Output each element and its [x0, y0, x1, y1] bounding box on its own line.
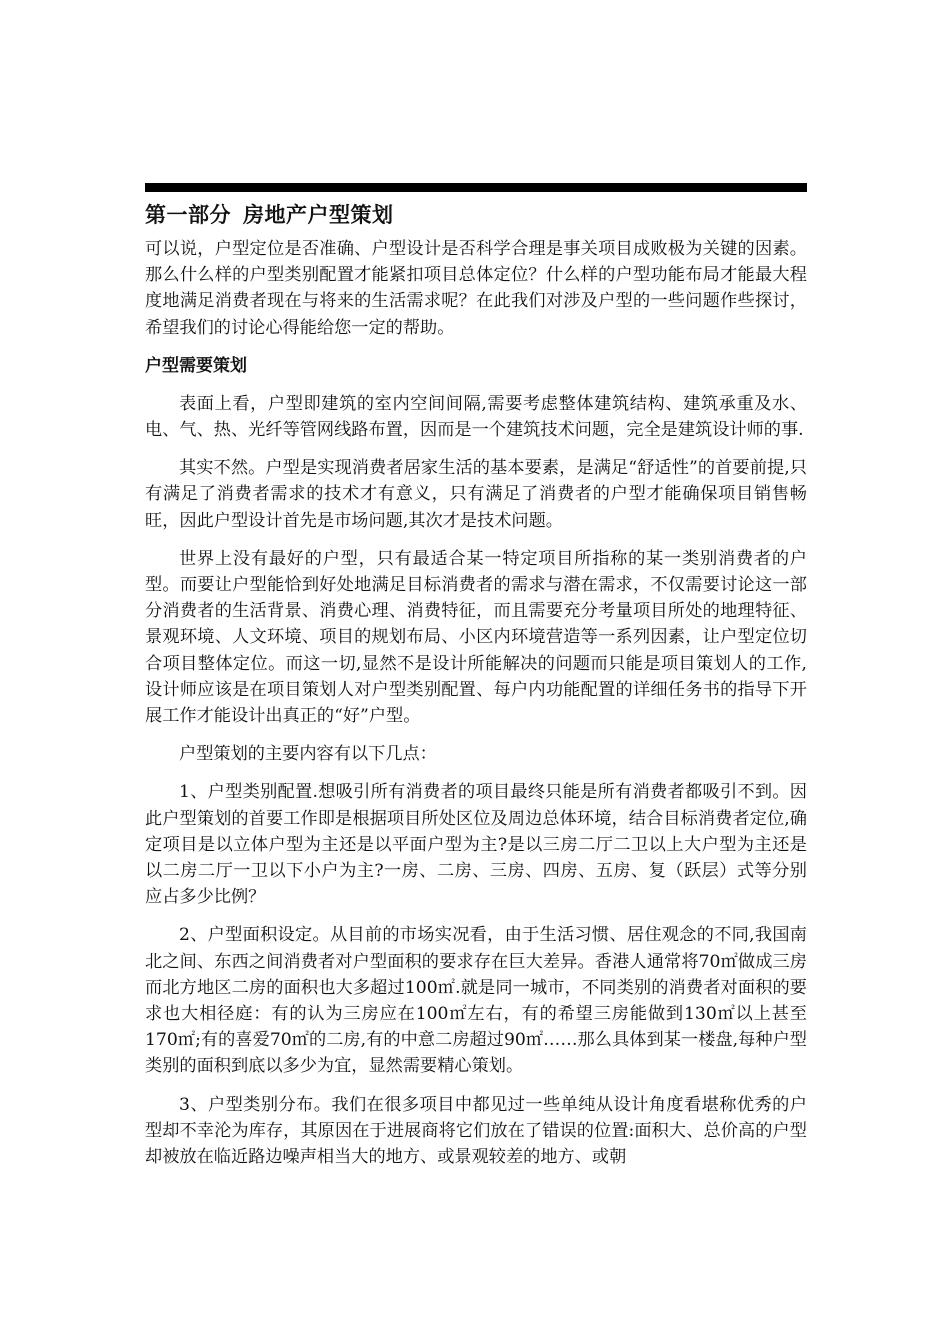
- part-title: [145, 200, 807, 230]
- part-title-text: 房地产户型策划: [243, 203, 394, 227]
- section-heading: 户型需要策划: [145, 355, 247, 376]
- body-paragraph-5: 1、户型类别配置.想吸引所有消费者的项目最终只能是所有消费者都吸引不到。因此户型策划的首要工作即是根据项目所处区位及周边总体环境，结合目标消费者定位,确定项目是以立体户型为主还是以平面户型为主?是以三房二厅二卫以上大户型为主还是以二房二厅一卫以下小户为主?一房、二房、三房、四房、五房、复（跃层）式等分别应占多少比例？: [145, 782, 807, 908]
- intro-paragraph: 可以说，户型定位是否准确、户型设计是否科学合理是事关项目成败极为关键的因素。那么什么样的户型类别配置才能紧扣项目总体定位？什么样的户型功能布局才能最大程度地满足消费者现在与将来的生活需求呢？在此我们对涉及户型的一些问题作些探讨，希望我们的讨论心得能给您一定的帮助。: [145, 239, 807, 338]
- body-paragraph-7: 3、户型类别分布。我们在很多项目中都见过一些单纯从设计角度看堪称优秀的户型却不幸沦为库存，其原因在于进展商将它们放在了错误的位置:面积大、总价高的户型却被放在临近路边噪声相当大的地方、或景观较差的地方、或朝: [145, 1094, 807, 1168]
- body-paragraph-3: 世界上没有最好的户型，只有最适合某一特定项目所指称的某一类别消费者的户型。而要让户型能恰到好处地满足目标消费者的需求与潜在需求，不仅需要讨论这一部分消费者的生活背景、消费心理、消费特征，而且需要充分考量项目所处的地理特征、景观环境、人文环境、项目的规划布局、小区内环境营造等一系列因素，让户型定位切合项目整体定位。而这一切,显然不是设计所能解决的问题而只能是项目策划人的工作,设计师应该是在项目策划人对户型类别配置、每户内功能配置的详细任务书的指导下开展工作才能设计出真正的“好”户型。: [145, 548, 807, 727]
- body-paragraph-4: 户型策划的主要内容有以下几点：: [179, 744, 437, 765]
- part-title-number: 第一部分: [145, 203, 231, 227]
- top-divider: [145, 183, 807, 192]
- document-page: [145, 183, 807, 1182]
- body-paragraph-6: 2、户型面积设定。从目前的市场实况看，由于生活习惯、居住观念的不同,我国南北之间、东西之间消费者对户型面积的要求存在巨大差异。香港人通常将70㎡做成三房而北方地区二房的面积也大多超过100㎡.就是同一城市，不同类别的消费者对面积的要求也大相径庭：有的认为三房应在100㎡左右，有的希望三房能做到130㎡以上甚至170㎡;有的喜爱70㎡的二房,有的中意二房超过90㎡……那么具体到某一楼盘,每种户型类别的面积到底以多少为宜，显然需要精心策划。: [145, 925, 807, 1077]
- body-paragraph-1: 表面上看，户型即建筑的室内空间间隔,需要考虑整体建筑结构、建筑承重及水、电、气、热、光纤等管网线路布置，因而是一个建筑技术问题，完全是建筑设计师的事.: [145, 393, 807, 441]
- body-paragraph-2: 其实不然。户型是实现消费者居家生活的基本要素，是满足“舒适性”的首要前提,只有满足了消费者需求的技术才有意义，只有满足了消费者的户型才能确保项目销售畅旺，因此户型设计首先是市场问题,其次才是技术问题。: [145, 458, 807, 531]
